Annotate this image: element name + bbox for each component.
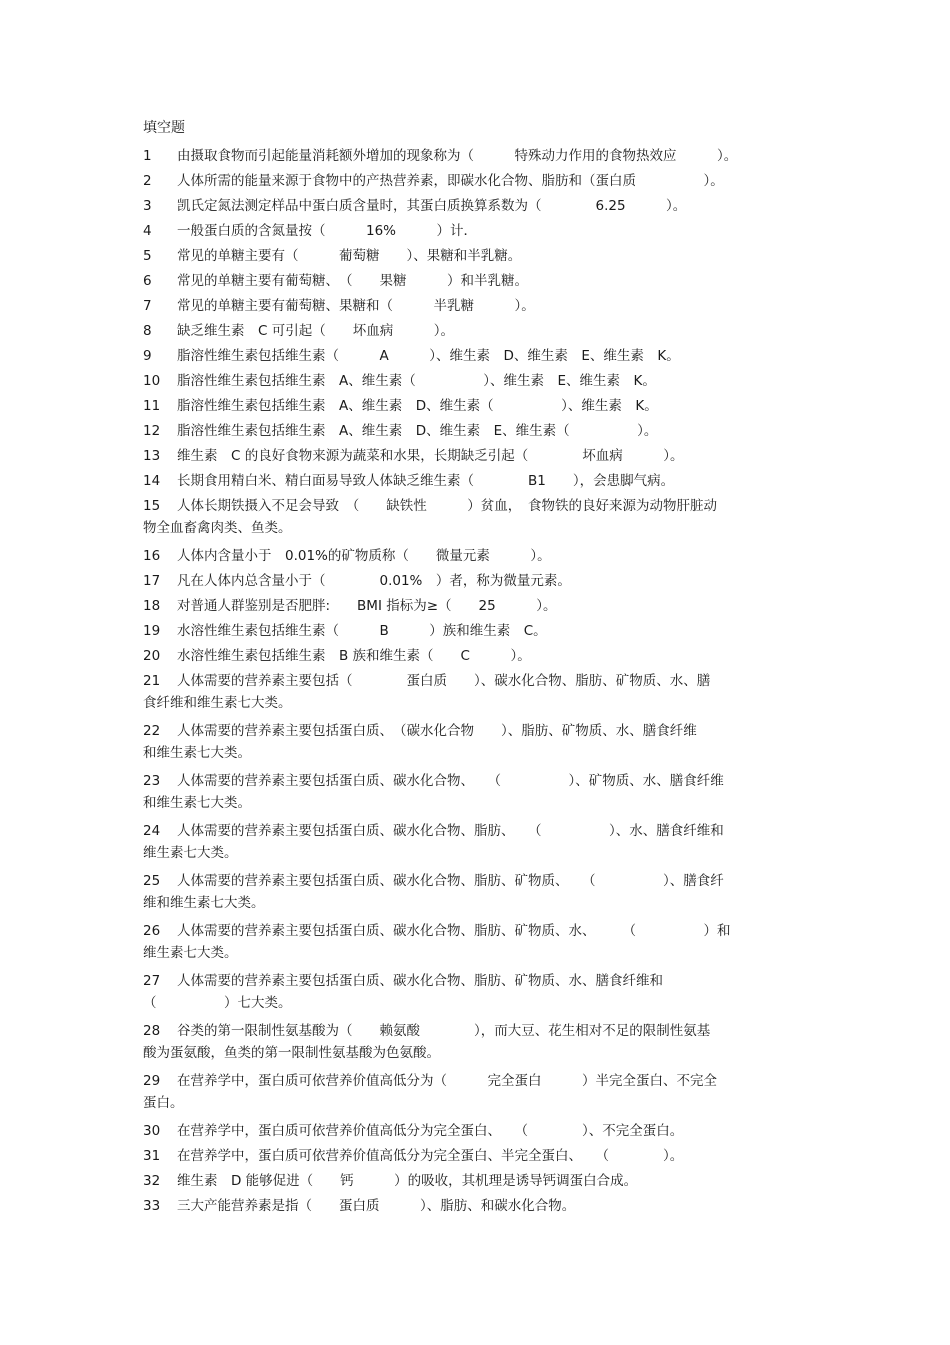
question-text-continued: 酸为蛋氨酸，鱼类的第一限制性氨基酸为色氨酸。 [143, 1045, 440, 1061]
question-text: 脂溶性维生素包括维生素（ A ）、维生素 D、维生素 E、维生素 K。 [177, 348, 680, 364]
question-number: 8 [143, 323, 152, 339]
question-text: 人体需要的营养素主要包括蛋白质、碳水化合物、脂肪、矿物质、水、 （ ）和 [177, 923, 731, 939]
question-text: 人体内含量小于 0.01%的矿物质称（ 微量元素 ）。 [177, 548, 551, 564]
question-item [143, 970, 813, 1014]
question-text: 人体长期铁摄入不足会导致 （ 缺铁性 ）贫血， 食物铁的良好来源为动物肝脏动 [177, 498, 717, 514]
question-item [143, 1195, 813, 1217]
question-text-continued: 食纤维和维生素七大类。 [143, 695, 292, 711]
question-item [143, 720, 813, 764]
question-number: 24 [143, 823, 161, 839]
question-number: 11 [143, 398, 161, 414]
question-item [143, 245, 813, 267]
question-text: 人体所需的能量来源于食物中的产热营养素，即碳水化合物、脂肪和（蛋白质 ）。 [177, 173, 724, 189]
question-text: 三大产能营养素是指（ 蛋白质 ）、脂肪、和碳水化合物。 [177, 1198, 576, 1214]
question-text: 人体需要的营养素主要包括蛋白质、碳水化合物、 （ ）、矿物质、水、膳食纤维 [177, 773, 724, 789]
question-number: 2 [143, 173, 152, 189]
question-text: 由摄取食物而引起能量消耗额外增加的现象称为（ 特殊动力作用的食物热效应 ）。 [177, 148, 738, 164]
question-item [143, 270, 813, 292]
question-item [143, 420, 813, 442]
question-text: 人体需要的营养素主要包括（ 蛋白质 ）、碳水化合物、脂肪、矿物质、水、膳 [177, 673, 711, 689]
question-item [143, 1020, 813, 1064]
question-number: 27 [143, 973, 161, 989]
question-number: 1 [143, 148, 152, 164]
question-number: 28 [143, 1023, 161, 1039]
question-text-continued: 维生素七大类。 [143, 945, 238, 961]
question-number: 16 [143, 548, 161, 564]
question-item [143, 820, 813, 864]
question-number: 32 [143, 1173, 161, 1189]
question-item [143, 170, 813, 192]
question-item [143, 595, 813, 617]
question-number: 21 [143, 673, 161, 689]
question-item [143, 345, 813, 367]
question-text-continued: 维生素七大类。 [143, 845, 238, 861]
question-text: 在营养学中，蛋白质可依营养价值高低分为完全蛋白、半完全蛋白、 （ ）。 [177, 1148, 684, 1164]
question-number: 15 [143, 498, 161, 514]
question-text-continued: 和维生素七大类。 [143, 795, 251, 811]
question-text: 常见的单糖主要有葡萄糖、 （ 果糖 ）和半乳糖。 [177, 273, 528, 289]
question-item [143, 445, 813, 467]
question-number: 5 [143, 248, 152, 264]
question-text: 水溶性维生素包括维生素 B 族和维生素（ C ）。 [177, 648, 531, 664]
question-text: 人体需要的营养素主要包括蛋白质、碳水化合物、脂肪、矿物质、 （ ）、膳食纤 [177, 873, 724, 889]
question-item [143, 370, 813, 392]
question-text-continued: 和维生素七大类。 [143, 745, 251, 761]
question-text: 人体需要的营养素主要包括蛋白质、碳水化合物、脂肪、 （ ）、水、膳食纤维和 [177, 823, 724, 839]
question-text: 维生素 D 能够促进（ 钙 ）的吸收，其机理是诱导钙调蛋白合成。 [177, 1173, 638, 1189]
question-text-continued: 维和维生素七大类。 [143, 895, 265, 911]
question-item [143, 470, 813, 492]
question-item [143, 1145, 813, 1167]
question-text: 对普通人群鉴别是否肥胖: BMI 指标为≥（ 25 ）。 [177, 598, 557, 614]
question-number: 33 [143, 1198, 161, 1214]
question-text: 凡在人体内总含量小于（ 0.01% ）者，称为微量元素。 [177, 573, 571, 589]
question-number: 12 [143, 423, 161, 439]
question-item [143, 545, 813, 567]
question-item [143, 295, 813, 317]
question-number: 10 [143, 373, 161, 389]
question-number: 31 [143, 1148, 161, 1164]
question-item [143, 870, 813, 914]
question-item [143, 770, 813, 814]
question-text: 在营养学中，蛋白质可依营养价值高低分为完全蛋白、 （ ）、不完全蛋白。 [177, 1123, 684, 1139]
question-item [143, 220, 813, 242]
question-number: 4 [143, 223, 152, 239]
question-item [143, 620, 813, 642]
question-number: 23 [143, 773, 161, 789]
question-text: 人体需要的营养素主要包括蛋白质、碳水化合物、脂肪、矿物质、水、膳食纤维和 [177, 973, 663, 989]
question-item [143, 495, 813, 539]
question-item [143, 645, 813, 667]
question-number: 19 [143, 623, 161, 639]
question-number: 7 [143, 298, 152, 314]
question-text: 常见的单糖主要有葡萄糖、果糖和（ 半乳糖 ）。 [177, 298, 535, 314]
question-item [143, 395, 813, 417]
question-text: 缺乏维生素 C 可引起（ 坏血病 ）。 [177, 323, 454, 339]
question-text: 一般蛋白质的含氮量按（ 16% ）计． [177, 223, 478, 239]
question-number: 9 [143, 348, 152, 364]
question-text: 脂溶性维生素包括维生素 A、维生素 D、维生素（ ）、维生素 K。 [177, 398, 658, 414]
question-item [143, 670, 813, 714]
question-number: 3 [143, 198, 152, 214]
question-number: 6 [143, 273, 152, 289]
question-number: 13 [143, 448, 161, 464]
question-item [143, 145, 813, 167]
question-text: 人体需要的营养素主要包括蛋白质、 （碳水化合物 ）、脂肪、矿物质、水、膳食纤维 [177, 723, 697, 739]
question-item [143, 920, 813, 964]
question-number: 26 [143, 923, 161, 939]
question-text-continued: 物全血畜禽肉类、鱼类。 [143, 520, 292, 536]
question-text: 脂溶性维生素包括维生素 A、维生素（ ）、维生素 E、维生素 K。 [177, 373, 656, 389]
question-number: 14 [143, 473, 161, 489]
question-text: 谷类的第一限制性氨基酸为（ 赖氨酸 ），而大豆、花生相对不足的限制性氨基 [177, 1023, 711, 1039]
question-item [143, 195, 813, 217]
page-title: 填空题 [143, 120, 185, 136]
question-number: 22 [143, 723, 161, 739]
question-text-continued: （ ）七大类。 [143, 995, 292, 1011]
question-text: 长期食用精白米、精白面易导致人体缺乏维生素（ B1 ），会患脚气病。 [177, 473, 675, 489]
question-number: 30 [143, 1123, 161, 1139]
question-text: 脂溶性维生素包括维生素 A、维生素 D、维生素 E、维生素（ ）。 [177, 423, 658, 439]
question-number: 18 [143, 598, 161, 614]
question-text: 在营养学中，蛋白质可依营养价值高低分为（ 完全蛋白 ）半完全蛋白、不完全 [177, 1073, 717, 1089]
question-item [143, 1170, 813, 1192]
question-text: 维生素 C 的良好食物来源为蔬菜和水果，长期缺乏引起（ 坏血病 ）。 [177, 448, 684, 464]
question-text: 水溶性维生素包括维生素（ B ）族和维生素 C。 [177, 623, 547, 639]
question-number: 20 [143, 648, 161, 664]
question-item [143, 1070, 813, 1114]
question-text-continued: 蛋白。 [143, 1095, 184, 1111]
question-number: 17 [143, 573, 161, 589]
question-item [143, 570, 813, 592]
question-item [143, 1120, 813, 1142]
question-number: 25 [143, 873, 161, 889]
question-item [143, 320, 813, 342]
question-number: 29 [143, 1073, 161, 1089]
question-text: 凯氏定氮法测定样品中蛋白质含量时，其蛋白质换算系数为（ 6.25 ）。 [177, 198, 687, 214]
question-text: 常见的单糖主要有（ 葡萄糖 ）、果糖和半乳糖。 [177, 248, 522, 264]
